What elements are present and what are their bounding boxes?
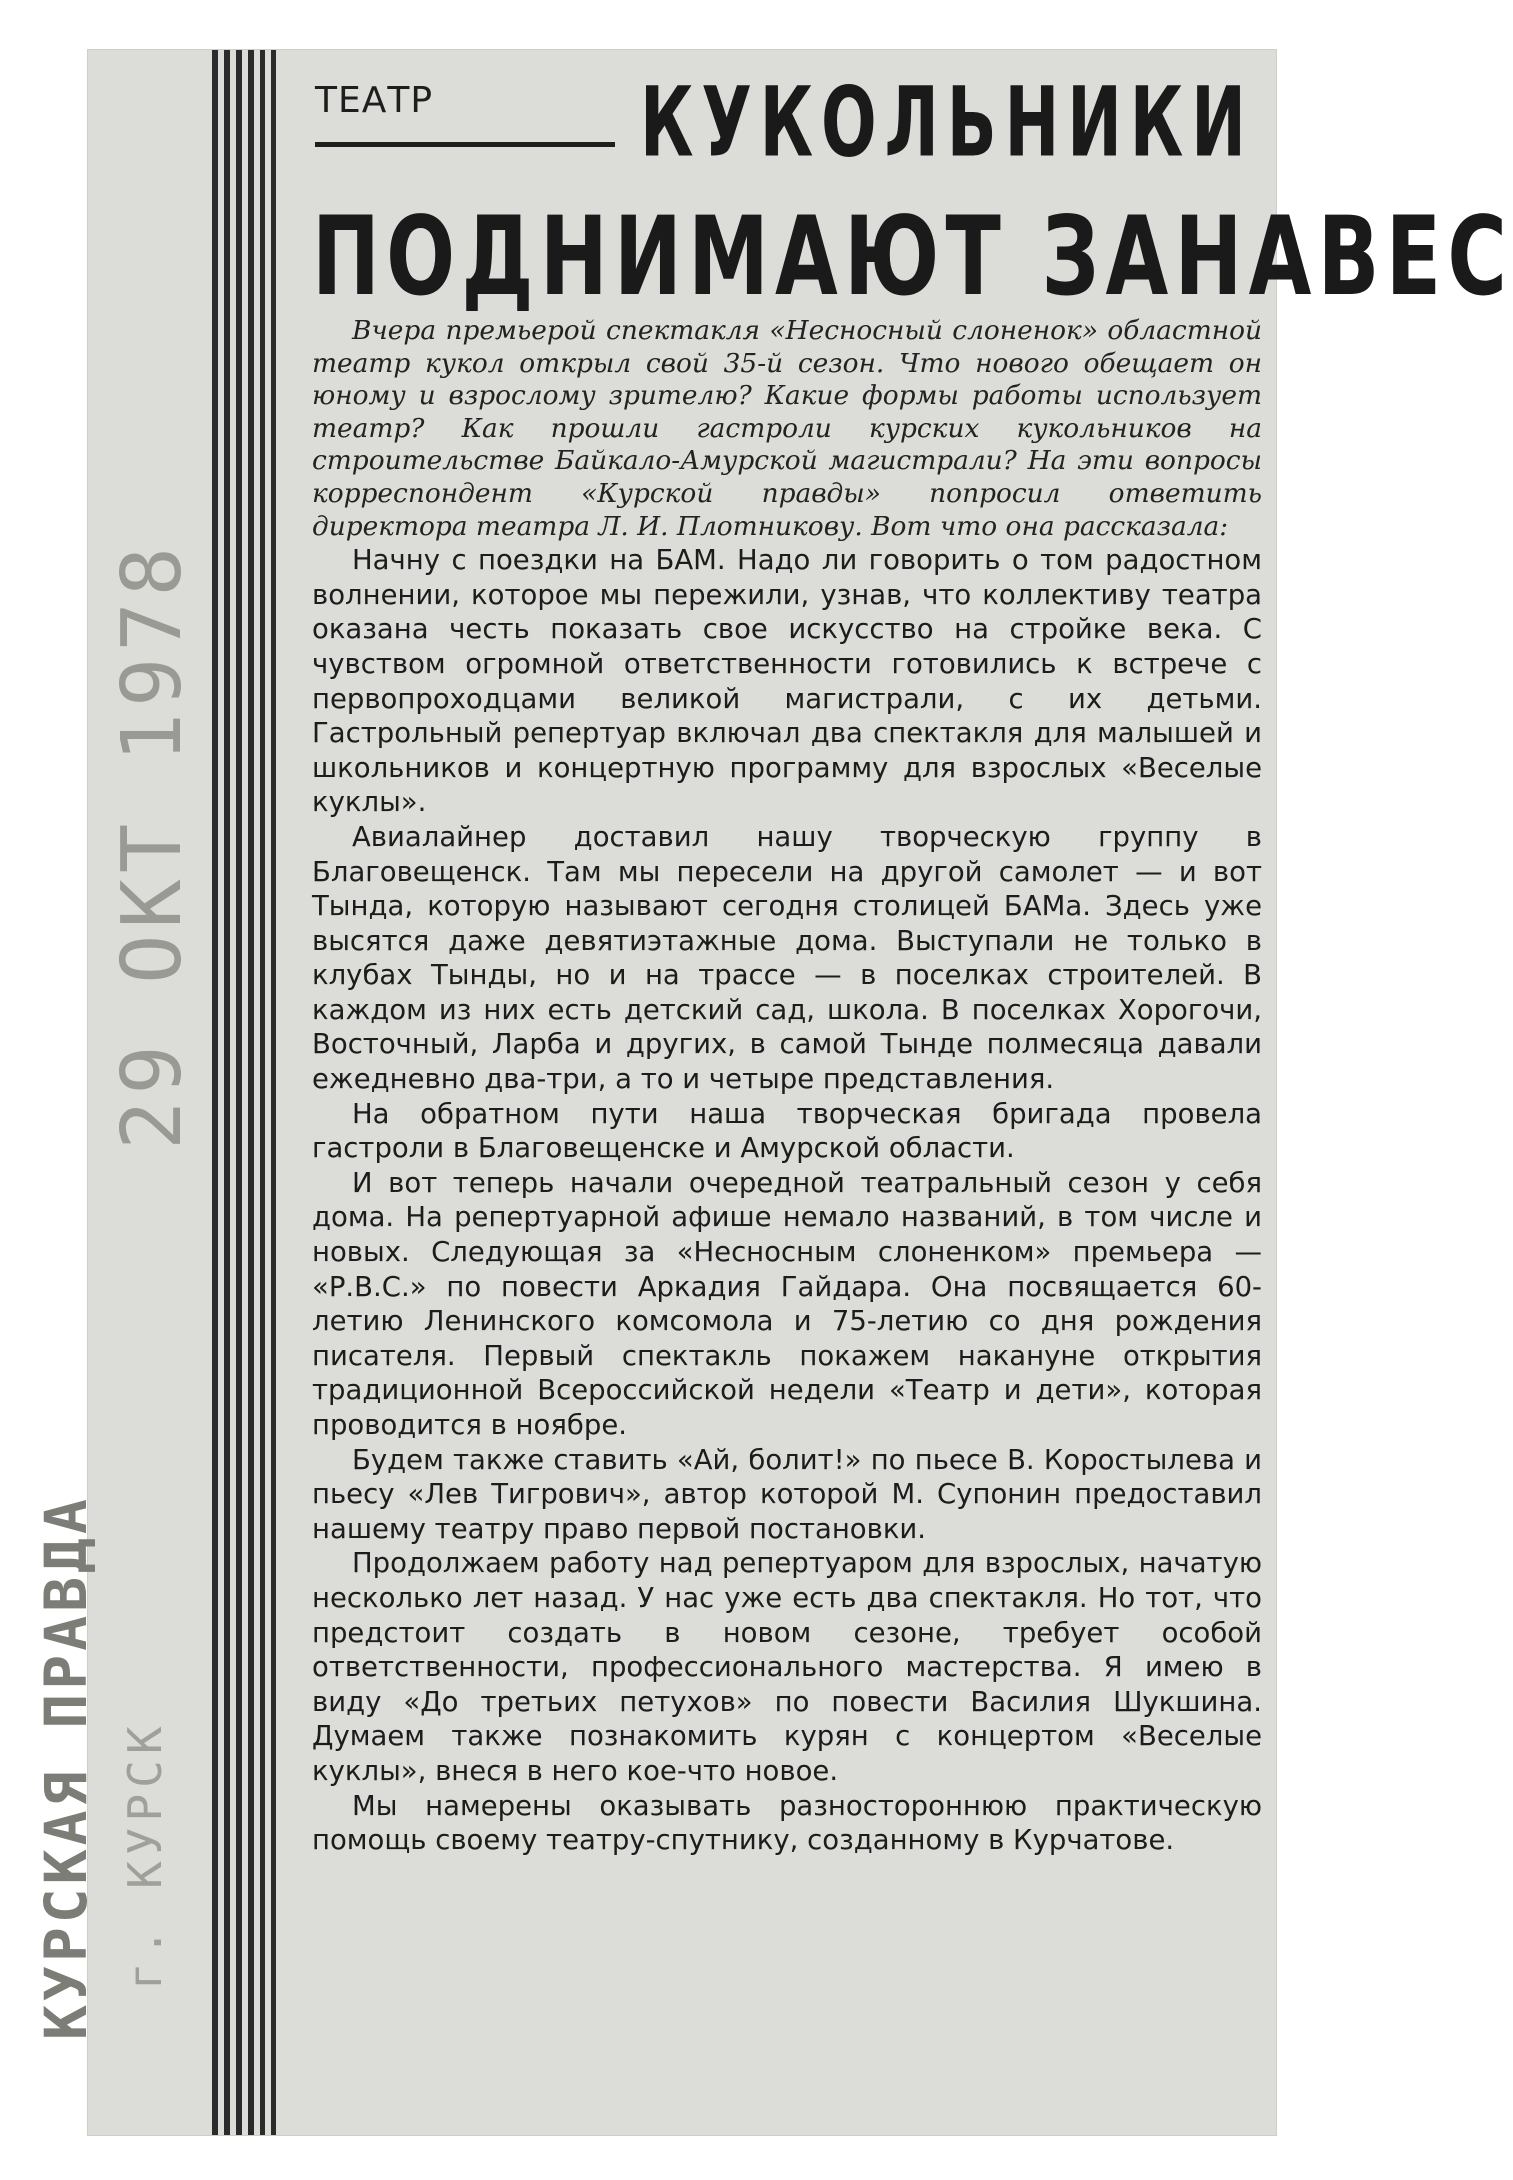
paragraph-6: Продолжаем работу над репертуаром для взрослых, начатую несколько лет назад. У нас уже есть два спектакля. Но тот, что предстоит создать в новом сезоне, требует особой ответственности, профессионального мастерства. Я имею в виду «До третьих петухов» по повести Василия Шукшина. Думаем также познакомить курян с концертом «Веселые куклы», внеся в него кое-что новое. bbox=[312, 1547, 1262, 1787]
margin-rule-1 bbox=[212, 50, 218, 2135]
rubric-underline bbox=[315, 142, 615, 147]
archive-date-stamp: 29 ОКТ 1978 bbox=[105, 540, 200, 1150]
margin-rule-5 bbox=[260, 50, 265, 2135]
margin-rule-6 bbox=[271, 50, 276, 2135]
paragraph-2: Авиалайнер доставил нашу творческую группу в Благовещенск. Там мы пересели на другой самолет — и вот Тында, которую называют сегодня столицей БАМа. Здесь уже высятся даже девятиэтажные дома. Выступали не только в клубах Тынды, но и на трассе — в поселках строителей. В каждом из них есть детский сад, школа. В поселках Хорогочи, Восточный, Ларба и других, в самой Тынде полмесяца давали ежедневно два-три, а то и четыре представления. bbox=[312, 820, 1262, 1096]
paragraph-4: И вот теперь начали очередной театральный сезон у себя дома. На репертуарной афише немало названий, в том числе и новых. Следующая за «Несносным слоненком» премьера — «Р.В.С.» по повести Аркадия Гайдара. Она посвящается 60-летию Ленинского комсомола и 75-летию со дня рождения писателя. Первый спектакль покажем накануне открытия традиционной Всероссийской недели «Театр и дети», которая проводится в ноябре. bbox=[312, 1166, 1262, 1441]
section-rubric: ТЕАТР bbox=[315, 80, 434, 121]
margin-rule-4 bbox=[248, 50, 254, 2135]
article-body bbox=[312, 315, 1262, 1858]
margin-rule-3 bbox=[236, 50, 242, 2135]
article-lead: Вчера премьерой спектакля «Несносный слоненок» областной театр кукол открыл свой 35-й сезон. Что нового обещает он юному и взрослому зрителю? Какие формы работы использует театр? Как прошли гастроли курских кукольников на строительстве Байкало-Амурской магистрали? На эти вопросы корреспондент «Курской правды» попросил ответить директора театра Л. И. Плотникову. Вот что она рассказала: bbox=[312, 315, 1262, 542]
headline-line-1: КУКОЛЬНИКИ bbox=[640, 66, 1254, 179]
paragraph-3: На обратном пути наша творческая бригада провела гастроли в Благовещенске и Амурской области. bbox=[312, 1097, 1262, 1165]
margin-rule-2 bbox=[224, 50, 230, 2135]
paragraph-1: Начну с поездки на БАМ. Надо ли говорить о том радостном волнении, которое мы пережили, узнав, что коллективу театра оказана честь показать свое искусство на стройке века. С чувством огромной ответственности готовились к встрече с первопроходцами великой магистрали, с их детьми. Гастрольный репертуар включал два спектакля для малышей и школьников и концертную программу для взрослых «Веселые куклы». bbox=[312, 544, 1262, 819]
newspaper-name-stamp: КУРСКАЯ ПРАВДА bbox=[32, 1495, 100, 2040]
city-stamp: г. КУРСК bbox=[118, 1720, 172, 1990]
paragraph-5: Будем также ставить «Ай, болит!» по пьесе В. Коростылева и пьесу «Лев Тигрович», автор которой М. Супонин предоставил нашему театру право первой постановки. bbox=[312, 1443, 1262, 1545]
headline-line-2: ПОДНИМАЮТ ЗАНАВЕС bbox=[312, 192, 1513, 321]
paragraph-7: Мы намерены оказывать разностороннюю практическую помощь своему театру-спутнику, созданному в Курчатове. bbox=[312, 1789, 1262, 1857]
